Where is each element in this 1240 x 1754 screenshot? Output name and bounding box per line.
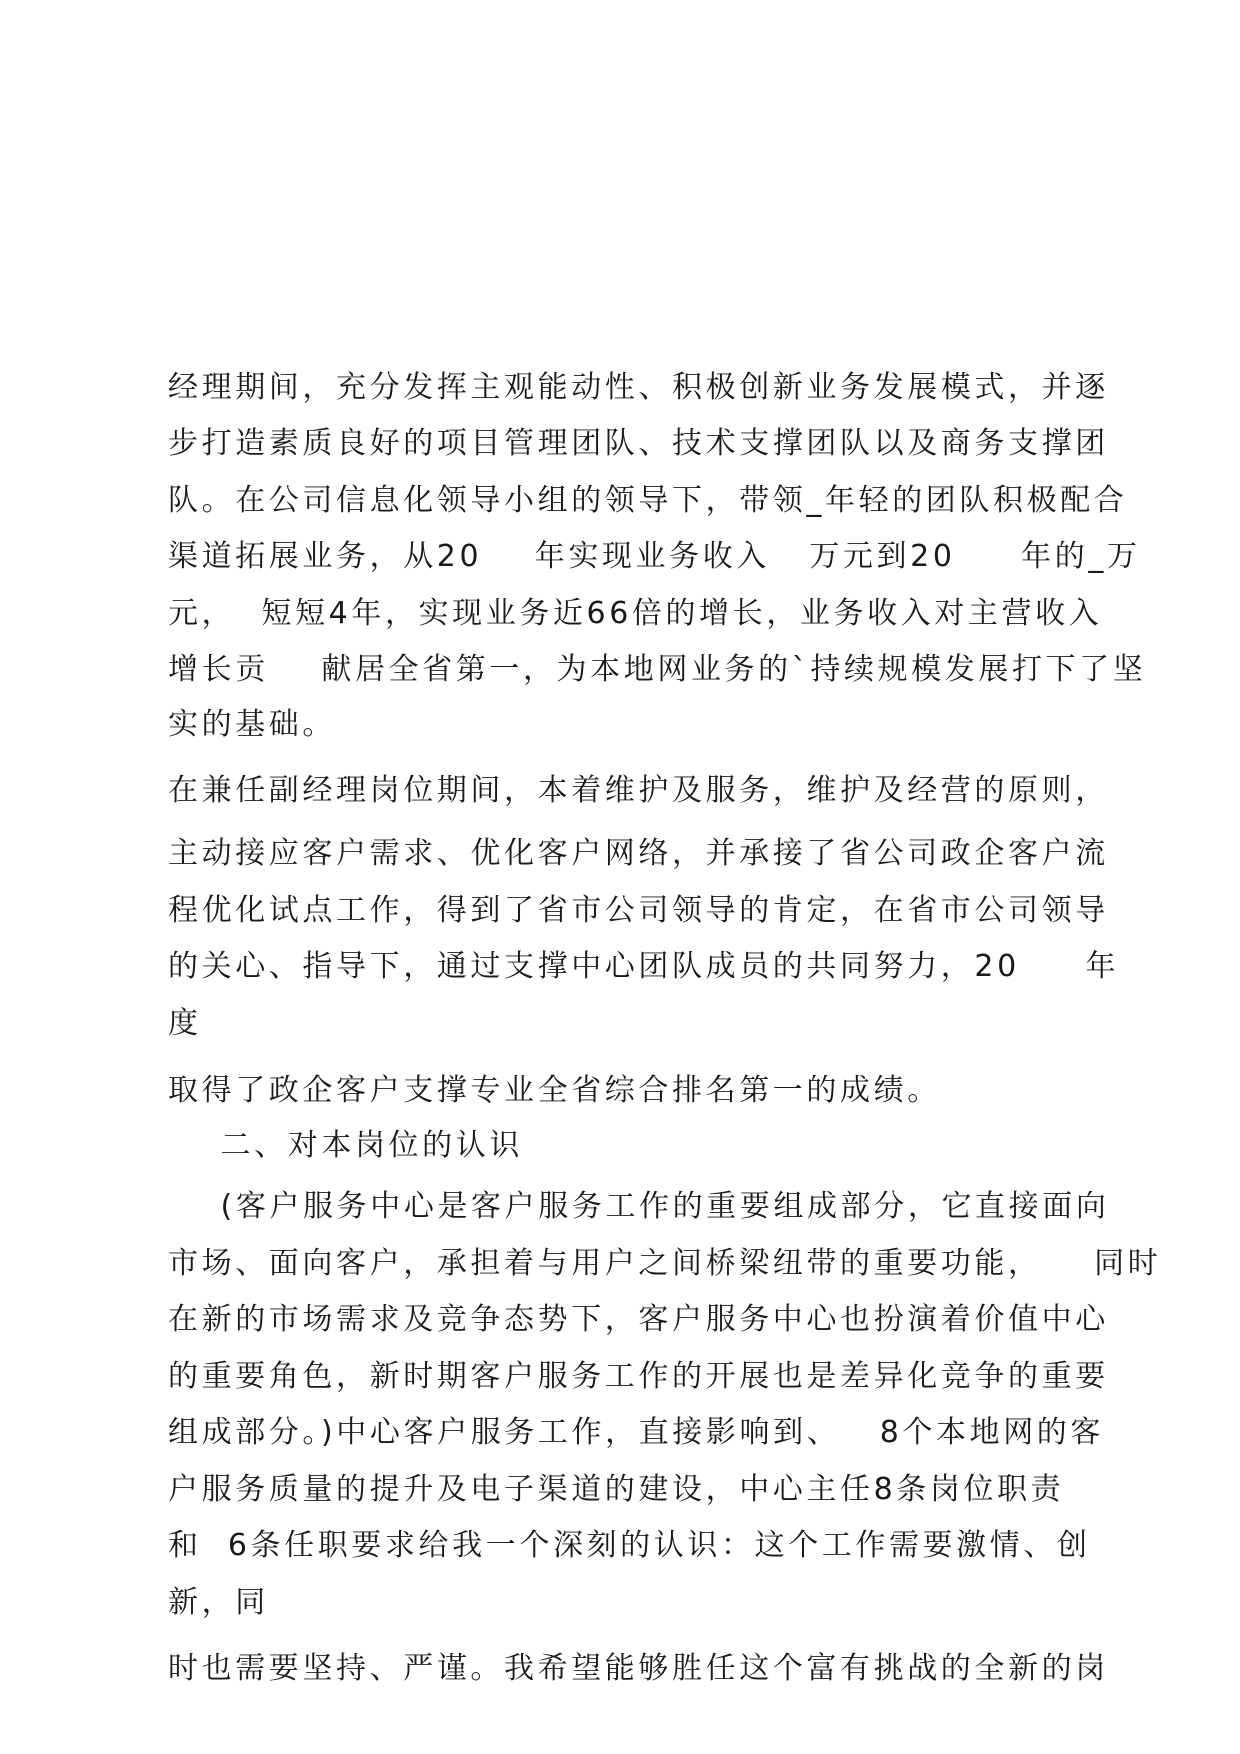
text-line: 元， 短短4年，实现业务近66倍的增长，业务收入对主营收入 [168, 596, 1103, 631]
text-line: 经理期间，充分发挥主观能动性、积极创新业务发展模式，并逐 [168, 370, 1109, 405]
section-heading: 二、对本岗位的认识 [168, 1128, 523, 1163]
text-line: 队。在公司信息化领导小组的领导下，带领_年轻的团队积极配合 [168, 483, 1128, 518]
text-line: 的关心、指导下，通过支撑中心团队成员的共同努力，20 年 [168, 949, 1120, 984]
text-line: 市场、面向客户，承担着与用户之间桥梁纽带的重要功能， 同时 [168, 1246, 1162, 1281]
text-line: 步打造素质良好的项目管理团队、技术支撑团队以及商务支撑团 [168, 426, 1109, 461]
text-line: 渠道拓展业务，从20 年实现业务收入 万元到20 年的_万 [168, 539, 1141, 574]
text-line: 新，同 [168, 1585, 269, 1620]
text-line: 主动接应客户需求、优化客户网络，并承接了省公司政企客户流 [168, 836, 1109, 871]
text-line: 和 6条任职要求给我一个深刻的认识：这个工作需要激情、创 [168, 1528, 1091, 1563]
text-line: 程优化试点工作，得到了省市公司领导的肯定，在省市公司领导 [168, 893, 1109, 928]
text-line: 增长贡 献居全省第一，为本地网业务的`持续规模发展打下了坚 [168, 652, 1147, 687]
text-line: (客户服务中心是客户服务工作的重要组成部分，它直接面向 [168, 1189, 1110, 1224]
text-line: 取得了政企客户支撑专业全省综合排名第一的成绩。 [168, 1073, 941, 1108]
text-line: 实的基础。 [168, 707, 336, 742]
text-line: 的重要角色，新时期客户服务工作的开展也是差异化竞争的重要 [168, 1359, 1109, 1394]
text-line: 在兼任副经理岗位期间，本着维护及服务，维护及经营的原则， [168, 773, 1109, 808]
text-line: 在新的市场需求及竞争态势下，客户服务中心也扮演着价值中心 [168, 1302, 1109, 1337]
text-line: 户服务质量的提升及电子渠道的建设，中心主任8条岗位职责 [168, 1472, 1065, 1507]
text-line: 时也需要坚持、严谨。我希望能够胜任这个富有挑战的全新的岗 [168, 1651, 1109, 1686]
text-line: 度 [168, 1006, 202, 1041]
text-line: 组成部分。)中心客户服务工作，直接影响到、 8个本地网的客 [168, 1415, 1104, 1450]
